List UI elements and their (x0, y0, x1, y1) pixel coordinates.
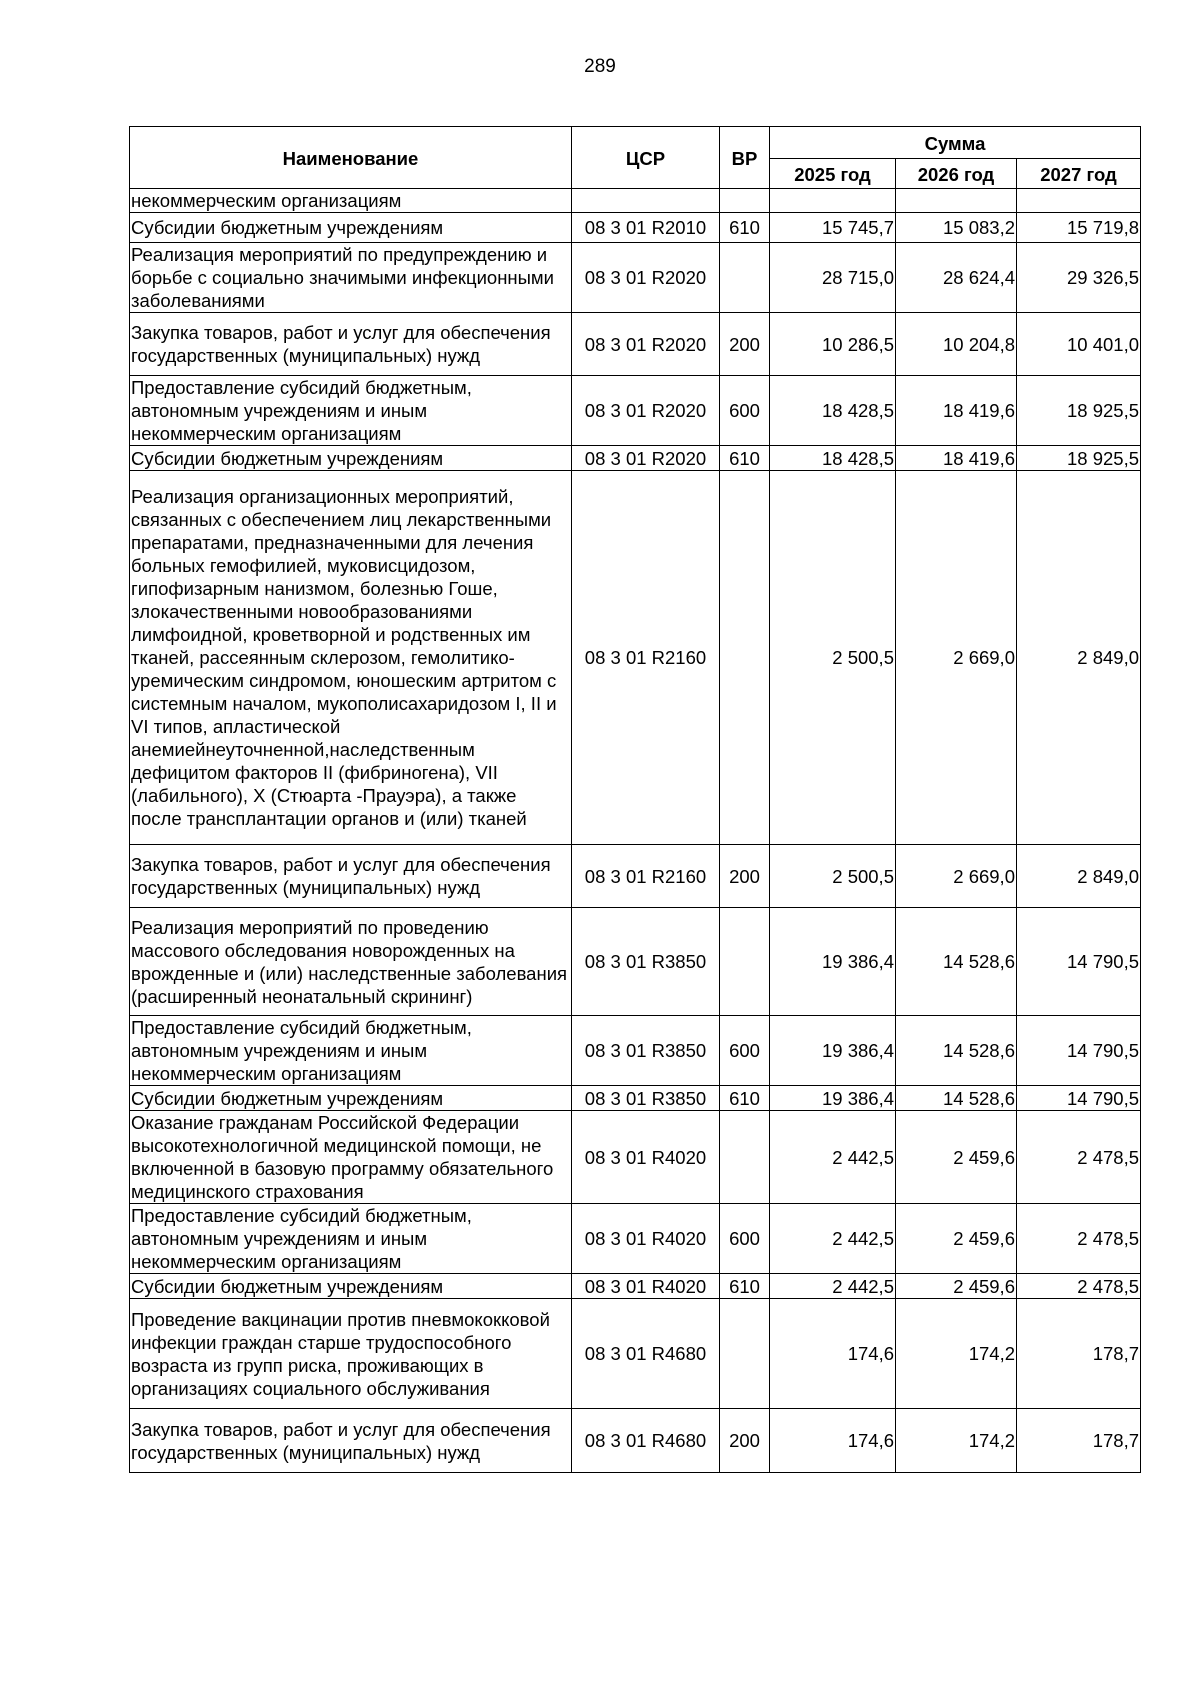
row-vr-cell: 610 (720, 1086, 770, 1111)
table-row (130, 446, 1141, 471)
row-csr-cell: 08 3 01 R3850 (572, 1086, 720, 1111)
row-2025-cell: 174,6 (770, 1409, 896, 1473)
row-2026-cell: 14 528,6 (896, 1016, 1017, 1086)
row-name-cell: Субсидии бюджетным учреждениям (130, 446, 572, 471)
row-vr-cell (720, 243, 770, 313)
row-2027-cell: 18 925,5 (1017, 376, 1141, 446)
row-2025-cell: 2 500,5 (770, 471, 896, 845)
row-name-cell: Субсидии бюджетным учреждениям (130, 213, 572, 243)
row-name-cell: Проведение вакцинации против пневмококковой инфекции граждан старше трудоспособного возраста из групп риска, проживающих в организациях социального обслуживания (130, 1299, 572, 1409)
row-2025-cell: 2 442,5 (770, 1274, 896, 1299)
row-2025-cell: 18 428,5 (770, 376, 896, 446)
row-2027-cell: 2 849,0 (1017, 471, 1141, 845)
table-row (130, 1111, 1141, 1204)
row-2026-cell: 18 419,6 (896, 446, 1017, 471)
row-2025-cell: 19 386,4 (770, 908, 896, 1016)
row-name-cell: Реализация мероприятий по предупреждению и борьбе с социально значимыми инфекционными заболеваниями (130, 243, 572, 313)
row-2026-cell: 2 669,0 (896, 471, 1017, 845)
row-vr-cell: 610 (720, 446, 770, 471)
row-2025-cell: 19 386,4 (770, 1016, 896, 1086)
row-2027-cell: 29 326,5 (1017, 243, 1141, 313)
table-row (130, 376, 1141, 446)
row-2026-cell: 174,2 (896, 1299, 1017, 1409)
row-vr-cell: 600 (720, 1016, 770, 1086)
row-csr-cell: 08 3 01 R2020 (572, 243, 720, 313)
row-2027-cell (1017, 189, 1141, 213)
row-2026-cell: 2 459,6 (896, 1111, 1017, 1204)
row-csr-cell: 08 3 01 R2160 (572, 471, 720, 845)
row-2025-cell: 15 745,7 (770, 213, 896, 243)
table-row (130, 845, 1141, 908)
row-csr-cell: 08 3 01 R2010 (572, 213, 720, 243)
row-vr-cell: 600 (720, 1204, 770, 1274)
row-vr-cell: 610 (720, 213, 770, 243)
table-row (130, 189, 1141, 213)
table-body (130, 189, 1141, 1473)
row-vr-cell: 600 (720, 376, 770, 446)
row-2027-cell: 2 478,5 (1017, 1204, 1141, 1274)
table-row (130, 471, 1141, 845)
row-2027-cell: 18 925,5 (1017, 446, 1141, 471)
header-vr: ВР (720, 127, 770, 189)
row-name-cell: Предоставление субсидий бюджетным, автономным учреждениям и иным некоммерческим организациям (130, 376, 572, 446)
table-row (130, 213, 1141, 243)
row-2026-cell: 15 083,2 (896, 213, 1017, 243)
row-name-cell: Закупка товаров, работ и услуг для обеспечения государственных (муниципальных) нужд (130, 313, 572, 376)
table-row (130, 243, 1141, 313)
row-name-cell: Предоставление субсидий бюджетным, автономным учреждениям и иным некоммерческим организациям (130, 1016, 572, 1086)
row-2027-cell: 14 790,5 (1017, 1016, 1141, 1086)
row-csr-cell: 08 3 01 R4020 (572, 1204, 720, 1274)
row-2025-cell: 2 442,5 (770, 1111, 896, 1204)
row-vr-cell (720, 189, 770, 213)
row-2026-cell: 10 204,8 (896, 313, 1017, 376)
row-2025-cell: 2 442,5 (770, 1204, 896, 1274)
table-row (130, 313, 1141, 376)
row-2025-cell: 10 286,5 (770, 313, 896, 376)
budget-table (129, 126, 1141, 1473)
table-row (130, 908, 1141, 1016)
row-2026-cell: 2 669,0 (896, 845, 1017, 908)
header-csr: ЦСР (572, 127, 720, 189)
row-2027-cell: 178,7 (1017, 1409, 1141, 1473)
header-year-2027: 2027 год (1017, 159, 1141, 189)
row-vr-cell: 200 (720, 845, 770, 908)
row-vr-cell (720, 1299, 770, 1409)
table-header-row (130, 127, 1141, 159)
row-name-cell: Субсидии бюджетным учреждениям (130, 1086, 572, 1111)
table-row (130, 1299, 1141, 1409)
row-2027-cell: 10 401,0 (1017, 313, 1141, 376)
table-row (130, 1016, 1141, 1086)
row-2027-cell: 14 790,5 (1017, 908, 1141, 1016)
row-2026-cell: 18 419,6 (896, 376, 1017, 446)
table-row (130, 1274, 1141, 1299)
header-name: Наименование (130, 127, 572, 189)
row-2027-cell: 2 478,5 (1017, 1111, 1141, 1204)
header-year-2025: 2025 год (770, 159, 896, 189)
row-2026-cell: 174,2 (896, 1409, 1017, 1473)
row-csr-cell: 08 3 01 R4680 (572, 1299, 720, 1409)
row-csr-cell: 08 3 01 R2020 (572, 376, 720, 446)
row-2026-cell: 14 528,6 (896, 1086, 1017, 1111)
row-2027-cell: 178,7 (1017, 1299, 1141, 1409)
header-sum: Сумма (770, 127, 1141, 159)
row-csr-cell (572, 189, 720, 213)
row-name-cell: Оказание гражданам Российской Федерации высокотехнологичной медицинской помощи, не включенной в базовую программу обязательного медицинского страхования (130, 1111, 572, 1204)
row-2025-cell (770, 189, 896, 213)
row-name-cell: Закупка товаров, работ и услуг для обеспечения государственных (муниципальных) нужд (130, 1409, 572, 1473)
row-2026-cell: 2 459,6 (896, 1274, 1017, 1299)
row-csr-cell: 08 3 01 R2020 (572, 313, 720, 376)
row-2026-cell (896, 189, 1017, 213)
row-2026-cell: 14 528,6 (896, 908, 1017, 1016)
row-name-cell: Предоставление субсидий бюджетным, автономным учреждениям и иным некоммерческим организациям (130, 1204, 572, 1274)
row-csr-cell: 08 3 01 R4020 (572, 1111, 720, 1204)
row-csr-cell: 08 3 01 R4680 (572, 1409, 720, 1473)
row-name-cell: Реализация организационных мероприятий, связанных с обеспечением лиц лекарственными препаратами, предназначенными для лечения больных гемофилией, муковисцидозом, гипофизарным нанизмом, болезнью Гоше, злокачественными новообразованиями лимфоидной, кроветворной и родственных им тканей, рассеянным склерозом, гемолитико-уремическим синдромом, юношеским артритом с системным началом, мукополисахаридозом I, II и VI типов, апластической анемиейнеуточненной,наследственным дефицитом факторов II (фибриногена), VII (лабильного), X (Стюарта -Прауэра), а также после трансплантации органов и (или) тканей (130, 471, 572, 845)
row-2026-cell: 28 624,4 (896, 243, 1017, 313)
table-row (130, 1409, 1141, 1473)
row-vr-cell: 200 (720, 1409, 770, 1473)
page-number: 289 (584, 56, 616, 77)
row-2025-cell: 18 428,5 (770, 446, 896, 471)
row-2027-cell: 2 849,0 (1017, 845, 1141, 908)
row-2027-cell: 15 719,8 (1017, 213, 1141, 243)
table-row (130, 1204, 1141, 1274)
row-name-cell: Субсидии бюджетным учреждениям (130, 1274, 572, 1299)
header-year-2026: 2026 год (896, 159, 1017, 189)
row-name-cell: некоммерческим организациям (130, 189, 572, 213)
row-2026-cell: 2 459,6 (896, 1204, 1017, 1274)
row-csr-cell: 08 3 01 R3850 (572, 1016, 720, 1086)
table-row (130, 1086, 1141, 1111)
row-vr-cell (720, 1111, 770, 1204)
row-vr-cell: 200 (720, 313, 770, 376)
row-2027-cell: 2 478,5 (1017, 1274, 1141, 1299)
row-2025-cell: 28 715,0 (770, 243, 896, 313)
row-csr-cell: 08 3 01 R2020 (572, 446, 720, 471)
row-csr-cell: 08 3 01 R3850 (572, 908, 720, 1016)
row-csr-cell: 08 3 01 R2160 (572, 845, 720, 908)
row-vr-cell (720, 908, 770, 1016)
row-name-cell: Реализация мероприятий по проведению массового обследования новорожденных на врожденные и (или) наследственные заболевания (расширенный неонатальный скрининг) (130, 908, 572, 1016)
row-name-cell: Закупка товаров, работ и услуг для обеспечения государственных (муниципальных) нужд (130, 845, 572, 908)
row-2025-cell: 174,6 (770, 1299, 896, 1409)
row-2027-cell: 14 790,5 (1017, 1086, 1141, 1111)
row-vr-cell: 610 (720, 1274, 770, 1299)
row-2025-cell: 2 500,5 (770, 845, 896, 908)
row-2025-cell: 19 386,4 (770, 1086, 896, 1111)
row-vr-cell (720, 471, 770, 845)
row-csr-cell: 08 3 01 R4020 (572, 1274, 720, 1299)
